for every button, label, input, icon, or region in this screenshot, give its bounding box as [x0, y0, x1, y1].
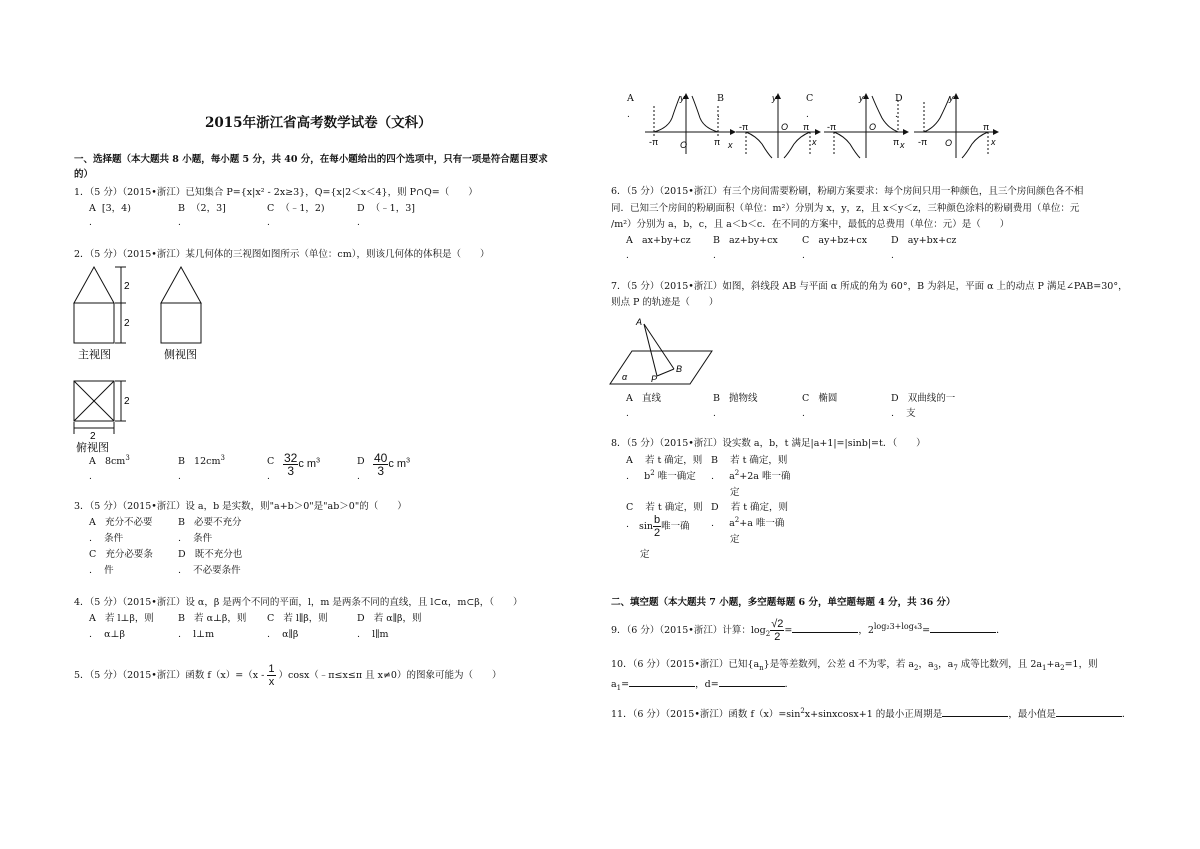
svg-text:y: y: [859, 93, 864, 103]
svg-text:π: π: [714, 137, 721, 147]
option-d-letter: D: [357, 203, 365, 214]
option-b-text-cont: l⊥m: [193, 629, 215, 640]
svg-text:α: α: [622, 372, 628, 382]
top-view-label: 俯视图: [76, 442, 109, 454]
question-11: 11．（6 分）（2015•浙江）函数 $f(x)=\sin^2x+sinxcosx+1$ 的最小正周期是 ，最小值是 ．: [611, 706, 1132, 720]
svg-text:π: π: [803, 122, 810, 132]
option-d-text-cont: l∥m: [372, 629, 389, 640]
svg-text:-π: -π: [649, 137, 659, 147]
option-d-text[interactable]: $\frac{40}{3}$ c $m^3$: [374, 451, 410, 478]
answer-blank-10a[interactable]: [629, 676, 695, 687]
front-view-label: 主视图: [78, 349, 111, 361]
question-8-stem: 8．（5 分）（2015•浙江）设实数 a，b，t 满足|a+1|=|sinb|=t．（ ）: [611, 438, 926, 449]
option-d-text-cont: 不必要条件: [193, 565, 241, 576]
section-1-header-cont: 的）: [74, 169, 94, 180]
graph-c[interactable]: [824, 94, 908, 158]
option-b-text[interactable]: 若 α⊥β，则: [194, 613, 247, 624]
option-d-text[interactable]: 既不充分也: [194, 549, 243, 560]
option-b-text[interactable]: （2，3]: [191, 203, 226, 214]
question-7-stem-line-2: 则点 P 的轨迹是（ ）: [611, 297, 719, 308]
option-d-text[interactable]: ay+bx+cz: [907, 235, 957, 246]
svg-text:π: π: [983, 122, 990, 132]
option-c-letter: C: [267, 203, 275, 214]
svg-text:x: x: [728, 140, 733, 150]
option-a-text-cont: 条件: [104, 533, 124, 544]
option-c-letter: C: [267, 456, 275, 467]
option-b-text[interactable]: $12cm^3$: [194, 453, 225, 467]
svg-text:-π: -π: [739, 122, 749, 132]
option-b-letter: B: [178, 203, 185, 214]
option-d-letter: D: [357, 456, 365, 467]
question-5-stem: 5．（5 分）（2015•浙江）函数 f（x）=（x - $\frac{1}{x}$ ）cosx（﹣π≤x≤π 且 x≠0）的图象可能为（ ）: [74, 663, 502, 688]
option-c-text[interactable]: 椭圆: [818, 393, 838, 404]
option-a-text-cont: α⊥β: [104, 629, 125, 640]
option-b-letter: B: [713, 393, 720, 404]
svg-text:A: A: [636, 317, 643, 327]
svg-text:O: O: [869, 122, 877, 132]
graph-d-letter[interactable]: D: [895, 93, 903, 104]
option-d-text[interactable]: （﹣1，3]: [370, 203, 415, 214]
section-2-header: 二、填空题（本大题共 7 小题，多空题每题 6 分，单空题每题 4 分，共 36 分）: [611, 597, 956, 608]
option-c-expression: sin $\frac{b}{2}$ 唯一确: [639, 514, 690, 539]
svg-text:O: O: [680, 140, 688, 150]
question-7-stem-line-1: 7．（5 分）（2015•浙江）如图，斜线段 AB 与平面 α 所成的角为 60°，B 为斜足，平面 α 上的动点 P 满足∠PAB=30°，: [611, 281, 1128, 292]
option-b-text[interactable]: 抛物线: [729, 393, 758, 404]
answer-blank-9a[interactable]: [792, 622, 858, 633]
svg-text:-π: -π: [918, 137, 928, 147]
question-1-stem: 1．（5 分）（2015•浙江）已知集合 P={x|x² - 2x≥3}，Q={x|2＜x＜4}，则 P∩Q=（ ）: [74, 187, 478, 198]
svg-text:-π: -π: [827, 122, 837, 132]
option-d-text[interactable]: 双曲线的一: [907, 393, 956, 404]
option-a-letter: A: [89, 613, 96, 624]
option-d-text-cont: 支: [906, 408, 916, 419]
option-b-text[interactable]: 若 t 确定，则: [730, 455, 788, 466]
question-9: 9．（6 分）（2015•浙江）计算：$\log_2$ $\frac{√2}{2}$ = ，$2^{log_23+log_43}=$ ．: [611, 618, 1006, 643]
option-b-letter: B: [178, 517, 185, 528]
option-b-letter: B: [178, 613, 185, 624]
top-dim-right: 2: [124, 396, 130, 407]
option-a-letter: A: [89, 517, 96, 528]
option-c-letter: C: [267, 613, 275, 624]
plane-figure: [608, 314, 718, 389]
option-b-text[interactable]: 必要不充分: [194, 517, 242, 528]
top-view: [74, 381, 126, 434]
function-graphs: [640, 88, 1000, 160]
svg-text:π: π: [893, 137, 900, 147]
svg-text:x: x: [991, 137, 996, 147]
svg-text:y: y: [772, 93, 777, 103]
svg-text:O: O: [781, 122, 789, 132]
option-b-letter: B: [178, 456, 185, 467]
side-view: [161, 267, 201, 343]
option-d-letter: D: [178, 549, 186, 560]
option-a-letter: A: [626, 235, 633, 246]
question-10-line-2: $a_1=$ ，d= ．: [611, 676, 794, 692]
answer-blank-11a[interactable]: [942, 706, 1008, 717]
answer-blank-11b[interactable]: [1056, 706, 1122, 717]
question-3-stem: 3．（5 分）（2015•浙江）设 a，b 是实数，则"a+b＞0"是"ab＞0"的（ ）: [74, 501, 407, 512]
option-c-text-cont: 件: [104, 565, 114, 576]
graph-b-letter[interactable]: B: [717, 93, 724, 104]
svg-text:O: O: [945, 138, 953, 148]
svg-text:B: B: [676, 364, 683, 374]
option-a-text[interactable]: [3，4): [101, 203, 131, 214]
option-a-letter: A: [626, 393, 633, 404]
option-c-letter: C: [89, 549, 97, 560]
front-view: [74, 267, 126, 343]
svg-text:P: P: [651, 374, 658, 384]
top-dim-bottom: 2: [90, 431, 96, 442]
question-6-stem-line-1: 6．（5 分）（2015•浙江）有三个房间需要粉刷，粉刷方案要求：每个房间只用一种颜色，且三个房间颜色各不相: [611, 186, 1084, 197]
svg-text:y: y: [680, 93, 685, 103]
graph-a[interactable]: [645, 94, 735, 154]
svg-text:y: y: [949, 93, 954, 103]
option-a-letter: A: [89, 203, 96, 214]
option-c-text[interactable]: 充分必要条: [105, 549, 153, 560]
graph-a-letter[interactable]: A: [627, 93, 634, 104]
option-a-text[interactable]: 直线: [641, 393, 661, 404]
option-a-letter: A: [89, 456, 96, 467]
segment-ap: [644, 324, 657, 376]
option-c-letter: C: [802, 235, 810, 246]
option-a-text[interactable]: ax+by+cz: [641, 235, 691, 246]
option-c-text[interactable]: 若 t 确定，则: [645, 502, 703, 513]
option-d-letter: D: [891, 393, 899, 404]
option-d-letter: D: [891, 235, 899, 246]
option-a-text[interactable]: 若 t 确定，则: [644, 455, 703, 466]
option-d-text[interactable]: 若 α∥β，则: [373, 613, 422, 624]
answer-blank-10b[interactable]: [719, 676, 785, 687]
option-b-text-cont: 条件: [193, 533, 213, 544]
option-d-letter: D: [357, 613, 365, 624]
option-a-text[interactable]: $8cm^3$: [104, 453, 130, 467]
option-c-text[interactable]: （﹣1，2): [280, 203, 325, 214]
option-c-text[interactable]: 若 l∥β，则: [283, 613, 328, 624]
question-4-stem: 4．（5 分）（2015•浙江）设 α，β 是两个不同的平面，l，m 是两条不同的直线，且 l⊂α，m⊂β，（ ）: [74, 597, 523, 608]
page-title: 2015年浙江省高考数学试卷（文科）: [205, 115, 432, 131]
option-d-text[interactable]: 若 t 确定，则: [730, 502, 789, 513]
question-6-stem-line-2: 同．已知三个房间的粉刷面积（单位：m²）分别为 x，y，z，且 x＜y＜z，三种颜色涂料的粉刷费用（单位：元: [611, 203, 1080, 214]
svg-text:x: x: [812, 137, 817, 147]
three-view-figure: [68, 262, 238, 462]
option-a-text[interactable]: 充分不必要: [104, 517, 153, 528]
graph-c-letter[interactable]: C: [806, 93, 814, 104]
option-c-text[interactable]: $\frac{32}{3}$ c $m^3$: [284, 451, 320, 478]
side-view-label: 侧视图: [164, 349, 197, 361]
front-dim-lower: 2: [124, 318, 130, 329]
question-2-stem: 2．（5 分）（2015•浙江）某几何体的三视图如图所示（单位：cm），则该几何体的体积是（ ）: [74, 249, 490, 260]
section-1-header: 一、选择题（本大题共 8 小题，每小题 5 分，共 40 分，在每小题给出的四个选项中，只有一项是符合题目要求: [74, 154, 548, 165]
option-c-text-cont: α∥β: [282, 629, 299, 640]
answer-blank-9b[interactable]: [930, 622, 996, 633]
option-c-text[interactable]: ay+bz+cx: [818, 235, 868, 246]
question-10-line-1: 10．（6 分）（2015•浙江）已知$\{a_n\}$是等差数列，公差 d 不为零，若 $a_2$，$a_3$，$a_7$ 成等比数列，且 $2a_1+a_2=1$，则: [611, 659, 1098, 672]
option-b-text[interactable]: az+by+cx: [729, 235, 778, 246]
option-a-text[interactable]: 若 l⊥β，则: [104, 613, 154, 624]
question-6-stem-line-3: /m²）分别为 a，b，c，且 a＜b＜c．在不同的方案中，最低的总费用（单位：元）是（ ）: [611, 219, 1010, 230]
front-dim-upper: 2: [124, 281, 130, 292]
option-c-letter: C: [802, 393, 810, 404]
segment-ab: [644, 324, 674, 369]
option-b-letter: B: [713, 235, 720, 246]
svg-text:x: x: [900, 140, 905, 150]
